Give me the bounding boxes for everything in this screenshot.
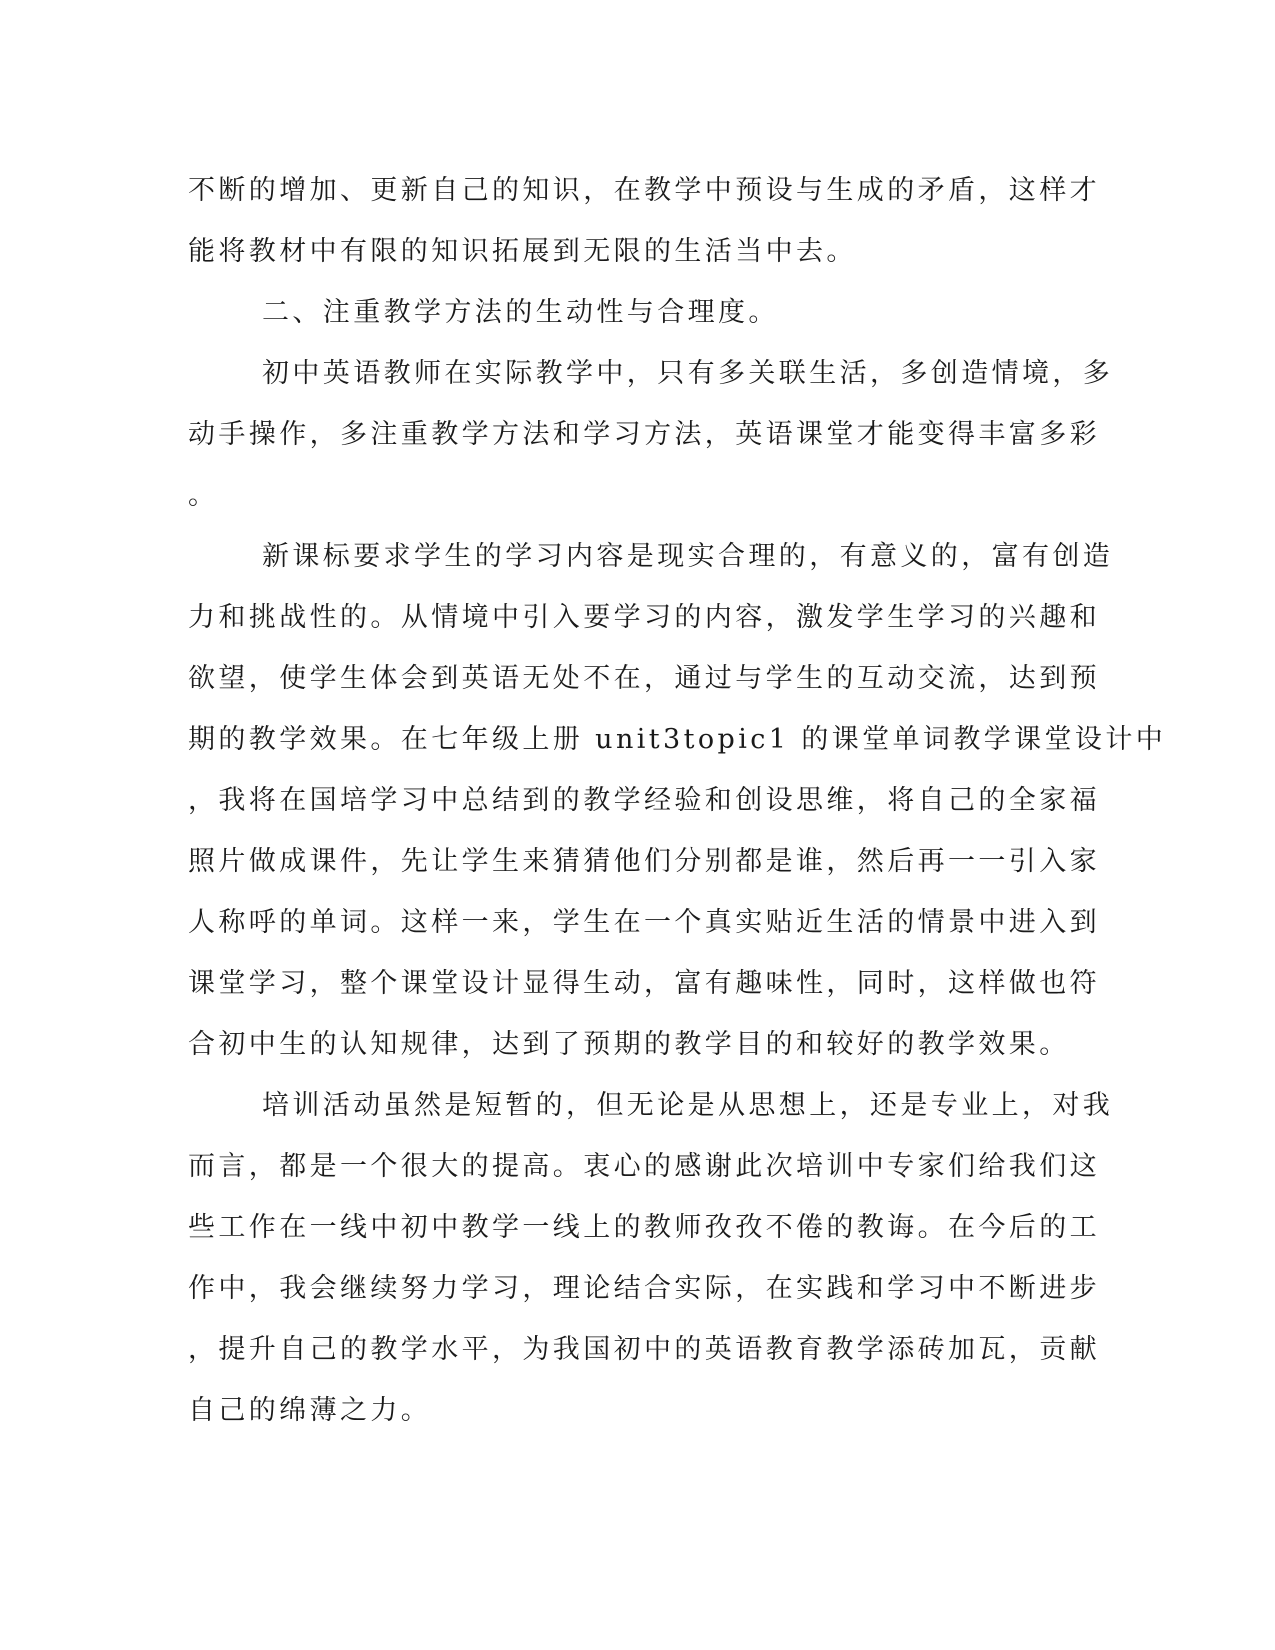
text-line: 力和挑战性的。从情境中引入要学习的内容，激发学生学习的兴趣和	[188, 602, 1100, 633]
text-line: ，提升自己的教学水平，为我国初中的英语教育教学添砖加瓦，贡献	[188, 1334, 1100, 1365]
text-line: 欲望，使学生体会到英语无处不在，通过与学生的互动交流，达到预	[188, 663, 1100, 694]
text-line: 不断的增加、更新自己的知识，在教学中预设与生成的矛盾，这样才	[188, 175, 1100, 206]
text-line: 动手操作，多注重教学方法和学习方法，英语课堂才能变得丰富多彩	[188, 419, 1100, 450]
text-line: 新课标要求学生的学习内容是现实合理的，有意义的，富有创造	[262, 541, 1114, 572]
text-line: ，我将在国培学习中总结到的教学经验和创设思维，将自己的全家福	[188, 785, 1100, 816]
document-body	[188, 160, 1167, 1441]
text-line: 课堂学习，整个课堂设计显得生动，富有趣味性，同时，这样做也符	[188, 968, 1100, 999]
text-line: 作中，我会继续努力学习，理论结合实际，在实践和学习中不断进步	[188, 1273, 1100, 1304]
text-line: 而言，都是一个很大的提高。衷心的感谢此次培训中专家们给我们这	[188, 1151, 1100, 1182]
text-line: 能将教材中有限的知识拓展到无限的生活当中去。	[188, 236, 857, 267]
section-heading: 二、注重教学方法的生动性与合理度。	[262, 297, 779, 328]
text-line: 人称呼的单词。这样一来，学生在一个真实贴近生活的情景中进入到	[188, 907, 1100, 938]
text-line: 合初中生的认知规律，达到了预期的教学目的和较好的教学效果。	[188, 1029, 1070, 1060]
text-line: 期的教学效果。在七年级上册 unit3topic1 的课堂单词教学课堂设计中	[188, 724, 1167, 755]
text-line: 。	[188, 480, 219, 511]
text-line: 自己的绵薄之力。	[188, 1395, 432, 1426]
text-line: 些工作在一线中初中教学一线上的教师孜孜不倦的教诲。在今后的工	[188, 1212, 1100, 1243]
text-line: 照片做成课件，先让学生来猜猜他们分别都是谁，然后再一一引入家	[188, 846, 1100, 877]
text-line: 初中英语教师在实际教学中，只有多关联生活，多创造情境，多	[262, 358, 1114, 389]
text-line: 培训活动虽然是短暂的，但无论是从思想上，还是专业上，对我	[262, 1090, 1114, 1121]
